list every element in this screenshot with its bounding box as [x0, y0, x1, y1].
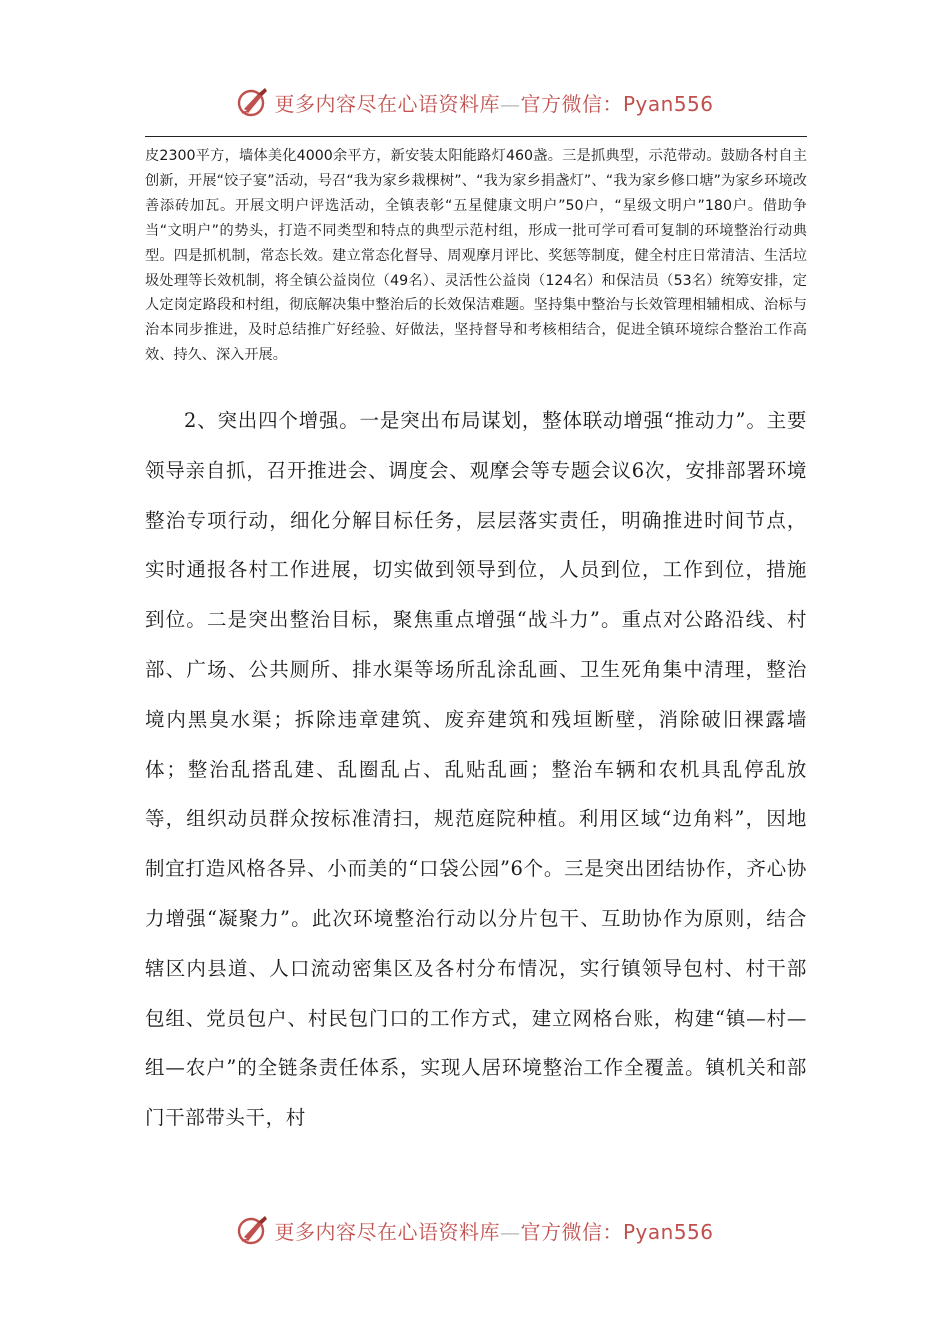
footer-banner-text [274, 1216, 713, 1245]
header-banner-text [274, 88, 713, 117]
header-banner-wechat: 官方微信： [520, 91, 623, 116]
footer-banner [0, 1210, 950, 1250]
header-banner-separator: — [499, 91, 521, 116]
pen-logo-icon [236, 1213, 270, 1247]
header-banner-main: 更多内容尽在心语资料库 [274, 91, 500, 116]
header-rule [145, 136, 807, 137]
footer-banner-wechat: 官方微信： [520, 1219, 623, 1244]
footer-banner-id: Pyan556 [622, 1219, 714, 1244]
footer-banner-separator: — [499, 1219, 521, 1244]
header-banner [0, 82, 950, 122]
body-paragraph-2: 2、突出四个增强。一是突出布局谋划，整体联动增强“推动力”。主要领导亲自抓，召开推进会、调度会、观摩会等专题会议6次，安排部署环境整治专项行动，细化分解目标任务，层层落实责任，明确推进时间节点，实时通报各村工作进展，切实做到领导到位，人员到位，工作到位，措施到位。二是突出整治目标，聚焦重点增强“战斗力”。重点对公路沿线、村部、广场、公共厕所、排水渠等场所乱涂乱画、卫生死角集中清理，整治境内黑臭水渠；拆除违章建筑、废弃建筑和残垣断壁，消除破旧裸露墙体；整治乱搭乱建、乱圈乱占、乱贴乱画；整治车辆和农机具乱停乱放等，组织动员群众按标准清扫，规范庭院种植。利用区域“边角料”，因地制宜打造风格各异、小而美的“口袋公园”6个。三是突出团结协作，齐心协力增强“凝聚力”。此次环境整治行动以分片包干、互助协作为原则，结合辖区内县道、人口流动密集区及各村分布情况，实行镇领导包村、村干部包组、党员包户、村民包门口的工作方式，建立网格台账，构建“镇—村—组—农户”的全链条责任体系，实现人居环境整治工作全覆盖。镇机关和部门干部带头干，村 [145, 409, 807, 1130]
body-paragraph-1: 皮2300平方，墙体美化4000余平方，新安装太阳能路灯460盏。三是抓典型，示范带动。鼓励各村自主创新，开展“饺子宴”活动，号召“我为家乡栽棵树”、“我为家乡捐盏灯”、“我为家乡修口塘”为家乡环境改善添砖加瓦。开展文明户评选活动，全镇表彰“五星健康文明户”50户，“星级文明户”180户。借助争当“文明户”的势头，打造不同类型和特点的典型示范村组，形成一批可学可看可复制的环境整治行动典型。四是抓机制，常态长效。建立常态化督导、周观摩月评比、奖惩等制度，健全村庄日常清洁、生活垃圾处理等长效机制，将全镇公益岗位（49名）、灵活性公益岗（124名）和保洁员（53名）统筹安排，定人定岗定路段和村组，彻底解决集中整治后的长效保洁难题。坚持集中整治与长效管理相辅相成、治标与治本同步推进，及时总结推广好经验、好做法，坚持督导和考核相结合，促进全镇环境综合整治工作高效、持久、深入开展。 [145, 148, 807, 364]
footer-banner-main: 更多内容尽在心语资料库 [274, 1219, 500, 1244]
header-banner-id: Pyan556 [622, 91, 714, 116]
pen-logo-icon [236, 85, 270, 119]
